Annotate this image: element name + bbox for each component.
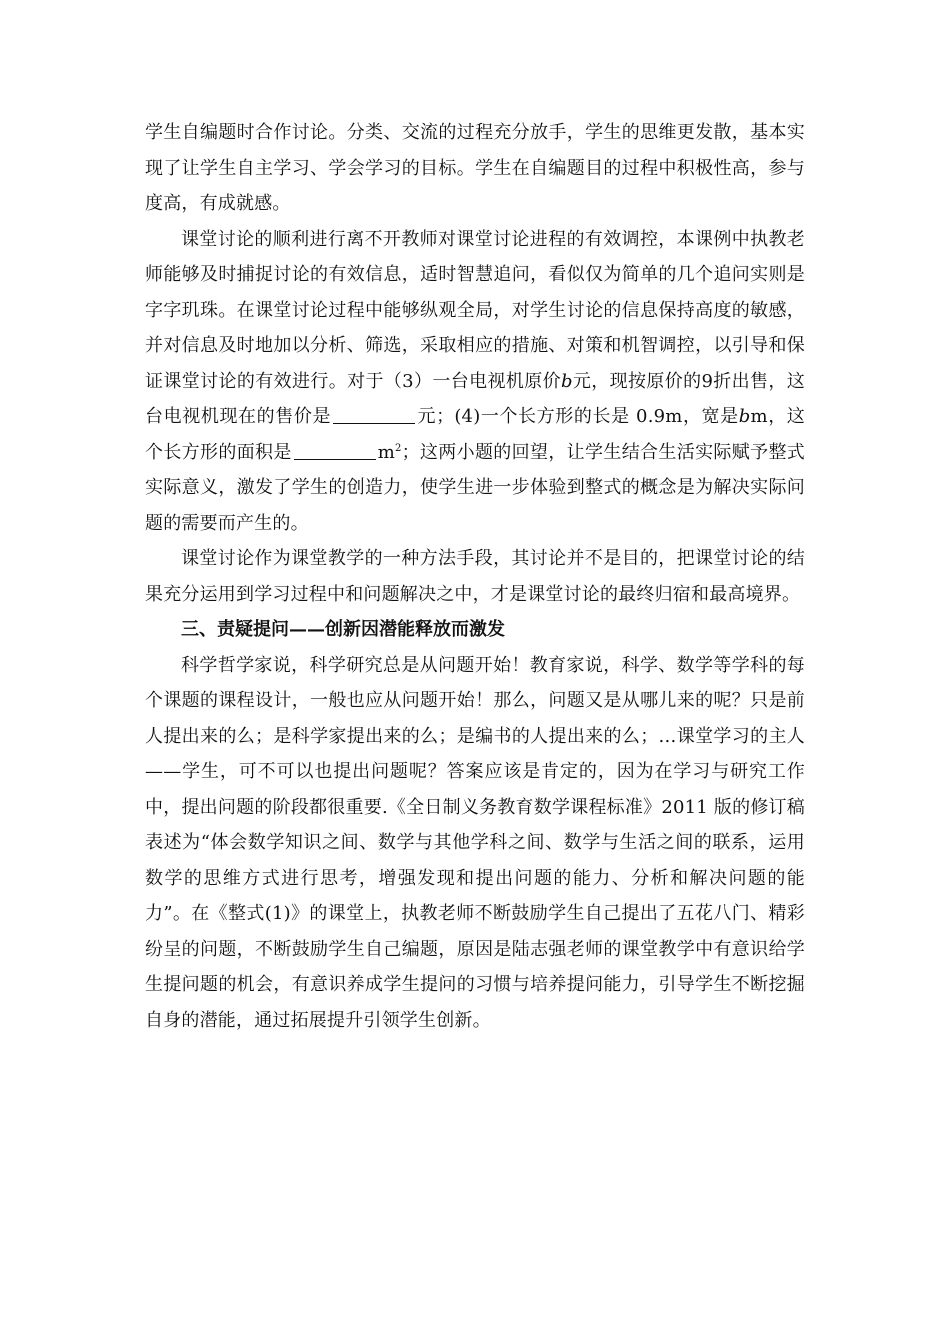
paragraph-2-text-e: ；这两小题的回望，让学生结合生活实际赋予整式实际意义，激发了学生的创造力，使学生进一步体验到整式的概念是为解决实际问题的需要而产生的。	[145, 441, 805, 534]
paragraph-4: 科学哲学家说，科学研究总是从问题开始！教育家说，科学、数学等学科的每个课题的课程设计，一般也应从问题开始！那么，问题又是从哪儿来的呢？只是前人提出来的么；是科学家提出来的么；是编书的人提出来的么；…课堂学习的主人——学生，可不可以也提出问题呢？答案应该是肯定的，因为在学习与研究工作中，提出问题的阶段都很重要.《全日制义务教育数学课程标准》2011 版的修订稿表述为“体会数学知识之间、数学与其他学科之间、数学与生活之间的联系，运用数学的思维方式进行思考，增强发现和提出问题的能力、分析和解决问题的能力”。在《整式(1)》的课堂上，执教老师不断鼓励学生自己提出了五花八门、精彩纷呈的问题，不断鼓励学生自己编题，原因是陆志强老师的课堂教学中有意识给学生提问题的机会，有意识养成学生提问的习惯与培养提问能力，引导学生不断挖掘自身的潜能，通过拓展提升引领学生创新。	[145, 654, 805, 1031]
paragraph-2	[145, 222, 805, 542]
answer-blank-2	[294, 443, 376, 460]
unit-superscript: 2	[395, 442, 402, 454]
paragraph-2-text-b: 元，现按原价的9折出售，这台电视机现在的售价是	[145, 370, 805, 427]
paragraph-3: 课堂讨论作为课堂教学的一种方法手段，其讨论并不是目的，把课堂讨论的结果充分运用到学习过程中和问题解决之中，才是课堂讨论的最终归宿和最高境界。	[145, 548, 805, 605]
paragraph-2-text-c: 元；(4)一个长方形的长是 0.9m，宽是	[417, 406, 739, 427]
unit-m: m	[377, 441, 396, 463]
answer-blank-1	[333, 407, 415, 424]
paragraph-1: 学生自编题时合作讨论。分类、交流的过程充分放手，学生的思维更发散，基本实现了让学生自主学习、学会学习的目标。学生在自编题目的过程中积极性高，参与度高，有成就感。	[145, 122, 805, 214]
paragraph-2-text-a: 课堂讨论的顺利进行离不开教师对课堂讨论进程的有效调控，本课例中执教老师能够及时捕捉讨论的有效信息，适时智慧追问，看似仅为简单的几个追问实则是字字玑珠。在课堂讨论过程中能够纵观全局，对学生讨论的信息保持高度的敏感，并对信息及时地加以分析、筛选，采取相应的措施、对策和机智调控，以引导和保证课堂讨论的有效进行。对于（3）一台电视机原价	[145, 228, 805, 392]
variable-b: b	[560, 370, 573, 392]
section-heading: 三、责疑提问——创新因潜能释放而激发	[181, 619, 505, 640]
paragraph-2-text-d: m，这个长方形的面积是	[145, 406, 806, 463]
document-page	[145, 115, 805, 1038]
variable-b: b	[738, 406, 751, 427]
